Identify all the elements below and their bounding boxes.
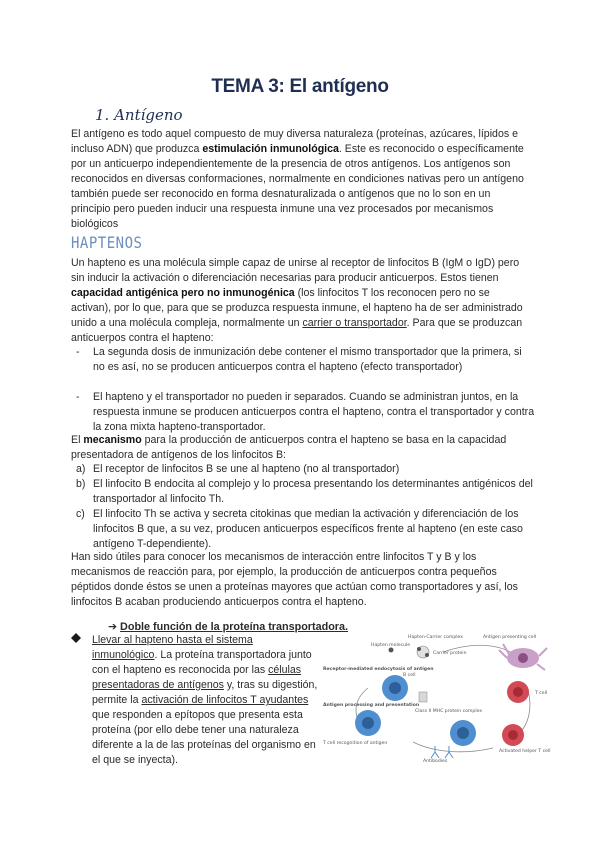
hapten-carrier-diagram xyxy=(323,630,555,762)
cycle-arrow xyxy=(413,742,493,752)
arrow-icon: ➔ xyxy=(108,621,118,633)
label-t-cell: T cell xyxy=(535,691,548,696)
hapten-molecule xyxy=(389,648,394,653)
b-cell xyxy=(355,710,381,736)
section-heading-haptenos: HAPTENOS xyxy=(71,234,143,253)
letter-marker: c) xyxy=(76,508,85,520)
b-cell xyxy=(382,675,408,701)
t-cell xyxy=(507,681,529,703)
doble-funcion-text: Llevar al hapteno hasta el sistema inmunológico. La proteína transportadora junto con el hapteno es reconocida por las células presentadoras de antígenos y, tras su digestión, permite la activación de linfocitos T ayudantes que responden a epítopos que presenta esta proteína (por ello debe tener una naturaleza diferente a la de las proteínas del organismo en el que se inyecta). xyxy=(92,634,318,766)
b-cell xyxy=(450,720,476,746)
haptenos-paragraph: Un hapteno es una molécula simple capaz de unirse al receptor de linfocitos B (IgM o IgD) pero sin inducir la activación o diferenciación necesarias para producir anticuerpos. Estos tienen capacidad antigénica pero no inmunogénica (los linfocitos T los reconocen pero no se activan), por lo que, para que se produzca respuesta inmune, el hapteno ha de ser administrado unido a una molécula compleja, normalmente un carrier o transportador. Para que se produzcan anticuerpos contra el hapteno: xyxy=(71,257,523,344)
hapten-carrier-complex xyxy=(417,646,429,658)
page-title: TEMA 3: El antígeno xyxy=(211,76,389,97)
label-carrier-protein: Carrier protein xyxy=(433,651,467,656)
conclusion-paragraph: Han sido útiles para conocer los mecanismos de interacción entre linfocitos T y B y los mecanismos de reacción para, por ejemplo, la producción de anticuerpos contra pequeños péptidos donde éstos se unen a proteínas mayores que actúan como transportadores y así, los linfocitos B acaban produciendo anticuerpos contra el hapteno. xyxy=(71,551,518,608)
diamond-bullet-icon xyxy=(71,633,81,643)
label-receptor-mediated: Receptor-mediated endocytosis of antigen xyxy=(323,667,434,672)
label-activated: Activated helper T cell xyxy=(499,749,551,754)
section-heading-antigeno: 1. Antígeno xyxy=(95,106,183,124)
label-class-ii: Class II MHC protein complex xyxy=(415,709,483,714)
doble-funcion-heading: ➔ Doble función de la proteína transportadora. xyxy=(108,621,349,633)
class-ii-mhc xyxy=(419,692,427,702)
dash-marker: - xyxy=(76,346,80,358)
dash-marker: - xyxy=(76,391,80,403)
label-b-cell: B cell xyxy=(403,673,416,678)
antigen-presenting-cell xyxy=(499,644,547,670)
letter-marker: a) xyxy=(76,463,86,475)
mecanismo-paragraph: El mecanismo para la producción de anticuerpos contra el hapteno se basa en la capacidad presentadora de antígenos de los linfocitos B: xyxy=(71,434,507,461)
document-page: TEMA 3: El antígeno 1. Antígeno El antígeno es todo aquel compuesto de muy diversa naturaleza (proteínas, azúcares, lípidos e incluso ADN) que produzca estimulación inmunológica. Este es reconocido o específicamente por un anticuerpo independientemente de la presencia de otros antígenos. Los antígenos son reconocidos en diversas conformaciones, normalmente en condiciones nativas pero un antígeno también puede ser reconocido en forma desnaturalizada o antígenos que no lo son en un principio pero pueden inducir una respuesta inmune una vez procesados por mecanismos biológicos HAPTENOS Un hapteno es una molécula simple capaz de unirse al receptor de linfocitos B (IgM o IgD) pero sin inducir la activación o diferenciación necesarias para producir anticuerpos. Estos tienen capacidad antigénica pero no inmunogénica (los linfocitos T los reconocen pero no se activan), por lo que, para que se produzca respuesta inmune, el hapteno ha de ser administrado unido a una molécula compleja, normalmente un carrier o transportador. Para que se produzcan anticuerpos contra el hapteno: - La segunda dosis de inmunización debe contener el mismo transportador que la primera, si no es así, no se producen anticuerpos contra el hapteno (efecto transportador) - El hapteno y el transportador no pueden ir separados. Cuando se administran juntos, en la respuesta inmune se producen anticuerpos contra el hapteno, contra el transportador y contra la zona mixta hapteno-transportador. El mecanismo para la producción de anticuerpos contra el hapteno se basa en la capacidad presentadora de antígenos de los linfocitos B: a) El receptor de linfocitos B se une al hapteno (no al transportador) b) El linfocito B endocita al complejo y lo procesa presentando los determinantes antigénicos del transportador al linfocito Th. c) El linfocito Th se activa y secreta citokinas que median la activación y diferenciación de los linfocitos B que, a su vez, producen anticuerpos específicos frente al hapteno (en este caso antígeno T-dependiente). Han sido útiles para conocer los mecanismos de interacción entre linfocitos T y B y los mecanismos de reacción para, por ejemplo, la producción de anticuerpos contra pequeños péptidos donde éstos se unen a proteínas mayores que actúan como transportadores y así, los linfocitos B acaban produciendo anticuerpos contra el hapteno. ➔ Doble función de la proteína transportadora. Llevar al hapteno hasta el sistema inmunológico. La proteína transportadora junto con el hapteno es reconocida por las células presentadoras de antígenos y, tras su digestión, permite la activación de linfocitos T ayudantes que responden a epítopos que presenta esta proteína (por ello debe tener una naturaleza diferente a la de las proteínas del organismo en el que se inyecta). Hapten-Carrier complex Antigen presenting cell Hapten molecule Carrier protein Receptor-mediated endocytosis of antigen B cell T cell Class II MHC protein complex Antigen processing and presentation Activated helper T cell T cell recognition of antigen Antibodies xyxy=(0,0,600,848)
antibodies-icon xyxy=(431,746,453,758)
label-t-recognition: T cell recognition of antigen xyxy=(323,741,388,746)
label-antigen-presenting: Antigen presenting cell xyxy=(483,635,537,640)
letter-marker: b) xyxy=(76,478,86,490)
label-hapten-molecule: Hapten molecule xyxy=(371,643,411,648)
label-antibodies: Antibodies xyxy=(423,759,448,762)
activated-t-cell xyxy=(502,724,524,746)
label-hapten-carrier: Hapten-Carrier complex xyxy=(408,635,464,640)
antigeno-paragraph: El antígeno es todo aquel compuesto de muy diversa naturaleza (proteínas, azúcares, lípidos e incluso ADN) que produzca estimulación inmunológica. Este es reconocido o específicamente por un anticuerpo independientemente de la presencia de otros antígenos. Los antígenos son reconocidos en diversas conformaciones, normalmente en condiciones nativas pero un antígeno también puede ser reconocido en forma desnaturalizada o antígenos que no lo son en un principio pero pueden inducir una respuesta inmune una vez procesados por mecanismos biológicos xyxy=(71,128,524,230)
label-antigen-processing: Antigen processing and presentation xyxy=(323,703,420,708)
